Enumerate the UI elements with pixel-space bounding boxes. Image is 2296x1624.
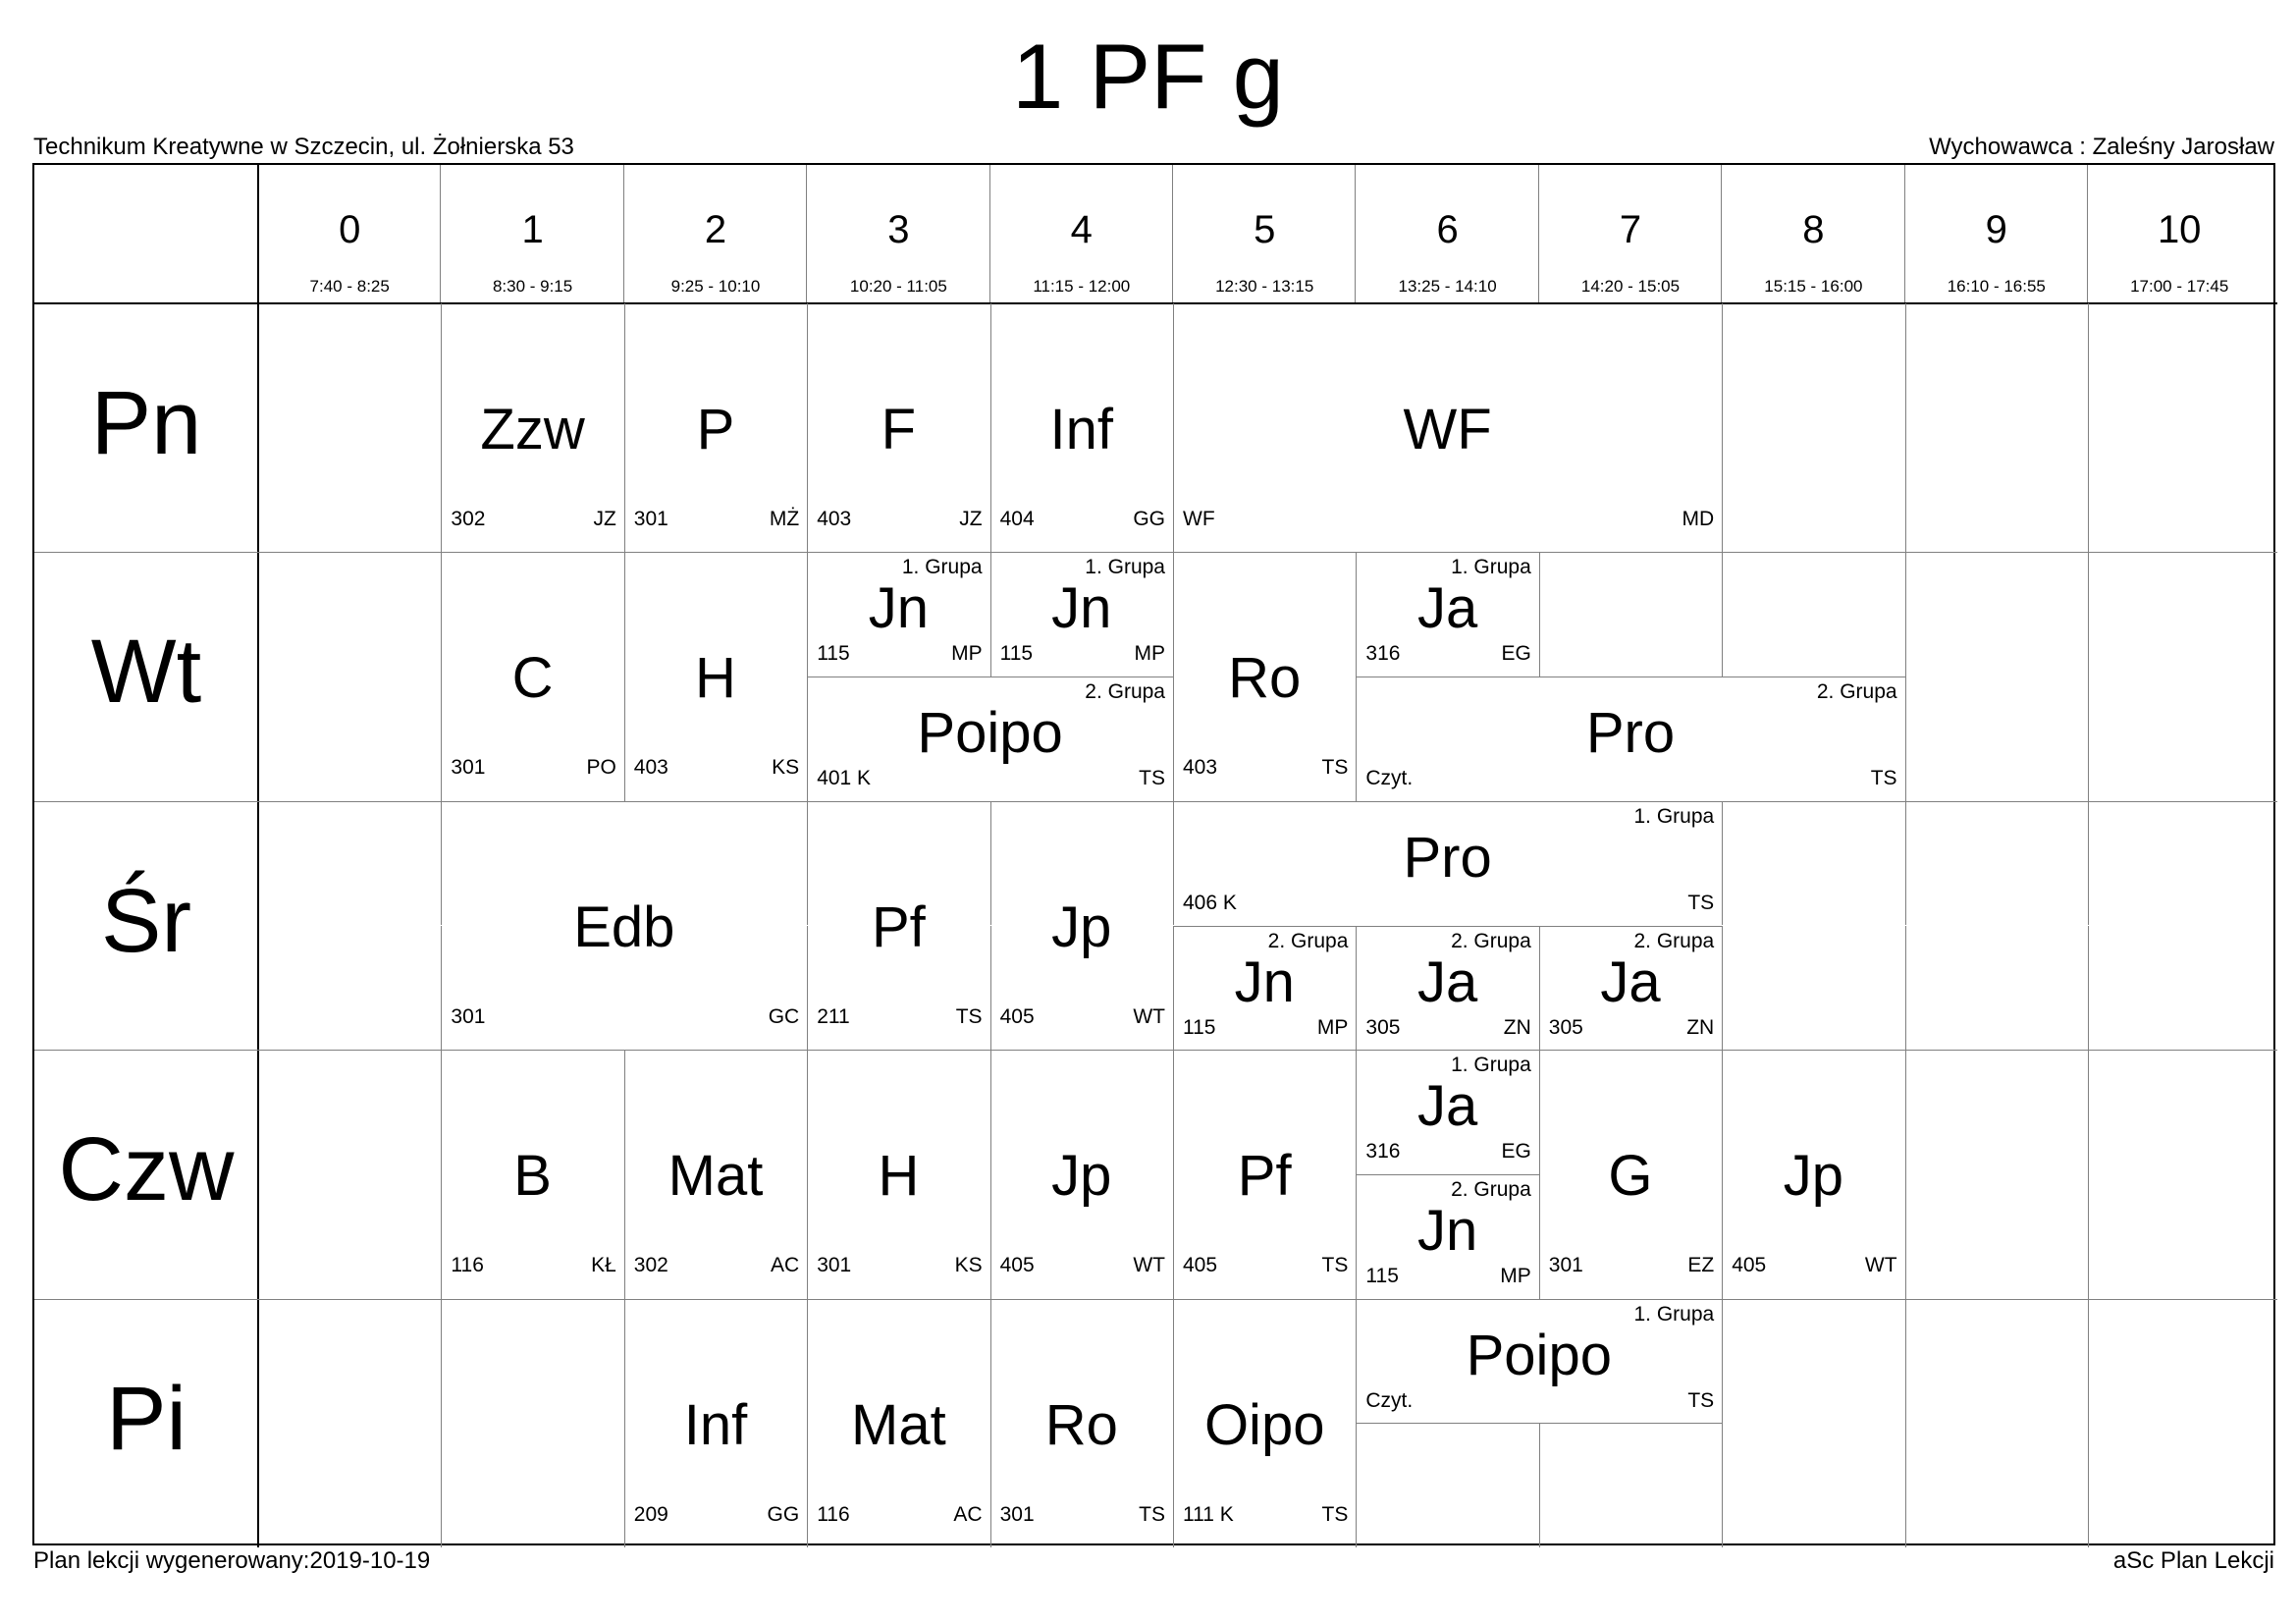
grid-line xyxy=(1905,1050,1906,1174)
teacher-code: WT xyxy=(1133,1254,1165,1277)
period-number: 9 xyxy=(1985,208,2007,251)
room-number: 116 xyxy=(451,1254,484,1277)
room-number: 301 xyxy=(817,1254,852,1277)
grid-line xyxy=(1722,552,1723,677)
lesson-cell[interactable] xyxy=(1173,303,1722,552)
period-time: 13:25 - 14:10 xyxy=(1398,277,1497,296)
grid-line xyxy=(257,165,259,1547)
subject-abbr: H xyxy=(878,1144,920,1209)
teacher-code: TS xyxy=(1321,756,1349,780)
lesson-cell[interactable] xyxy=(1722,1050,1904,1298)
subject-abbr: Ro xyxy=(1228,646,1302,711)
room-number: 305 xyxy=(1365,1015,1401,1039)
grid-line xyxy=(2087,165,2088,303)
period-time: 9:25 - 10:10 xyxy=(670,277,761,296)
period-time: 10:20 - 11:05 xyxy=(849,277,947,296)
teacher-code: WT xyxy=(1864,1254,1897,1277)
room-number: 403 xyxy=(633,756,668,780)
lesson-cell[interactable] xyxy=(807,1299,989,1547)
period-time: 8:30 - 9:15 xyxy=(492,277,573,296)
period-header xyxy=(1173,165,1356,303)
group-label: 2. Grupa xyxy=(1816,680,1897,704)
grid-line xyxy=(1905,303,1906,428)
room-number: 403 xyxy=(1183,756,1218,780)
day-label: Wt xyxy=(90,622,202,723)
subject-abbr: Zzw xyxy=(480,398,585,461)
grid-line xyxy=(1722,1299,1723,1424)
teacher-code: MP xyxy=(1134,642,1165,666)
grid-line xyxy=(2088,926,2089,1051)
subject-abbr: Pro xyxy=(1585,701,1676,766)
grid-line xyxy=(1904,165,1905,303)
subject-abbr: Edb xyxy=(573,894,675,959)
room-number: 115 xyxy=(817,642,850,666)
grid-line xyxy=(1355,165,1356,303)
teacher-code: TS xyxy=(1139,1502,1165,1526)
teacher-code: KS xyxy=(954,1254,983,1277)
room-number: 405 xyxy=(999,1254,1035,1277)
room-number: 316 xyxy=(1365,1140,1401,1164)
room-number: 404 xyxy=(999,508,1035,530)
lesson-cell[interactable] xyxy=(1356,677,1904,801)
room-number: Czyt. xyxy=(1365,1388,1414,1412)
teacher-code: KŁ xyxy=(591,1254,616,1277)
teacher-code: AC xyxy=(953,1502,983,1526)
lesson-cell[interactable] xyxy=(441,1050,623,1298)
grid-line xyxy=(2088,303,2089,428)
day-label: Śr xyxy=(101,870,191,971)
room-number: 401 K xyxy=(817,767,872,790)
grid-line xyxy=(1539,1423,1540,1547)
period-header xyxy=(1539,165,1722,303)
lesson-cell[interactable] xyxy=(990,1299,1173,1547)
grid-line xyxy=(2088,1050,2089,1174)
period-number: 5 xyxy=(1254,208,1276,251)
subject-abbr: Ja xyxy=(1416,576,1478,641)
lesson-cell[interactable] xyxy=(1539,1050,1722,1298)
teacher-code: EG xyxy=(1501,642,1531,666)
period-time: 12:30 - 13:15 xyxy=(1215,277,1314,296)
lesson-cell[interactable] xyxy=(624,1299,807,1547)
period-header xyxy=(1356,165,1538,303)
grid-line xyxy=(1722,428,1723,553)
room-number: 301 xyxy=(1548,1254,1583,1277)
room-number: 115 xyxy=(1365,1264,1399,1287)
grid-line xyxy=(1356,926,1538,927)
period-header xyxy=(258,165,441,303)
teacher-code: TS xyxy=(1321,1254,1349,1277)
grid-line xyxy=(806,165,807,303)
teacher-code: JZ xyxy=(959,508,983,530)
teacher-code: EG xyxy=(1501,1140,1531,1164)
teacher-code: KS xyxy=(772,756,800,780)
grid-line xyxy=(440,165,441,303)
teacher-code: MP xyxy=(951,642,983,666)
grid-line xyxy=(1539,926,1722,927)
lesson-cell[interactable] xyxy=(807,801,989,1050)
lesson-cell[interactable] xyxy=(1173,552,1356,800)
teacher-code: GG xyxy=(767,1502,800,1526)
period-number: 0 xyxy=(339,208,361,251)
timetable-grid xyxy=(32,163,2275,1545)
subject-abbr: G xyxy=(1608,1144,1653,1209)
room-number: 301 xyxy=(999,1502,1035,1526)
grid-line xyxy=(1722,1423,1723,1547)
period-time: 7:40 - 8:25 xyxy=(309,277,390,296)
lesson-cell[interactable] xyxy=(807,677,1173,801)
grid-line xyxy=(1356,1423,1357,1547)
room-number: 405 xyxy=(999,1004,1035,1028)
grid-line xyxy=(1722,926,1723,1051)
room-number: 302 xyxy=(451,508,486,530)
teacher-code: ZN xyxy=(1503,1015,1531,1039)
day-label: Pi xyxy=(106,1368,187,1469)
group-label: 1. Grupa xyxy=(1633,1302,1715,1326)
lesson-cell[interactable] xyxy=(807,1050,989,1298)
room-number: 111 K xyxy=(1183,1502,1234,1526)
lesson-cell[interactable] xyxy=(624,1050,807,1298)
teacher-code: MŻ xyxy=(769,508,800,530)
period-number: 1 xyxy=(521,208,544,251)
lesson-cell[interactable] xyxy=(624,552,807,800)
lesson-cell[interactable] xyxy=(1356,1174,1538,1299)
group-label: 1. Grupa xyxy=(901,556,983,579)
subject-abbr: H xyxy=(695,646,736,711)
grid-line xyxy=(1905,1423,1906,1547)
lesson-cell[interactable] xyxy=(624,303,807,552)
subject-abbr: Oipo xyxy=(1203,1392,1325,1457)
lesson-cell[interactable] xyxy=(1173,801,1722,926)
group-label: 2. Grupa xyxy=(1085,680,1165,704)
period-number: 3 xyxy=(887,208,910,251)
room-number: 301 xyxy=(633,508,668,530)
teacher-code: JZ xyxy=(593,508,616,530)
teacher-code: TS xyxy=(1870,767,1897,790)
grid-line xyxy=(1905,428,1906,553)
grid-line xyxy=(1356,1174,1538,1175)
period-header xyxy=(441,165,623,303)
room-number: 405 xyxy=(1732,1254,1767,1277)
teacher-code: GG xyxy=(1133,508,1165,530)
teacher-code: MP xyxy=(1500,1264,1531,1287)
room-number: 301 xyxy=(451,1004,486,1028)
class-teacher: Wychowawca : Zaleśny Jarosław xyxy=(1929,134,2274,160)
room-number: 115 xyxy=(999,642,1034,666)
subject-abbr: Ja xyxy=(1600,949,1661,1014)
teacher-code: WT xyxy=(1133,1004,1165,1028)
subject-abbr: Jp xyxy=(1051,1144,1112,1209)
lesson-cell[interactable] xyxy=(807,303,989,552)
grid-line xyxy=(441,1423,442,1547)
room-number: 209 xyxy=(633,1502,668,1526)
grid-line xyxy=(1905,1299,1906,1424)
period-number: 6 xyxy=(1436,208,1459,251)
subject-abbr: WF xyxy=(1403,398,1492,461)
period-header xyxy=(624,165,807,303)
group-label: 1. Grupa xyxy=(1633,804,1715,828)
subject-abbr: B xyxy=(513,1144,552,1209)
subject-abbr: Jn xyxy=(868,576,930,641)
room-number: 305 xyxy=(1548,1015,1583,1039)
period-header xyxy=(807,165,989,303)
room-number: 406 K xyxy=(1183,891,1237,914)
grid-line xyxy=(1722,801,1723,926)
school-name: Technikum Kreatywne w Szczecin, ul. Żołnierska 53 xyxy=(33,134,574,160)
period-number: 8 xyxy=(1802,208,1825,251)
lesson-cell[interactable] xyxy=(441,552,623,800)
lesson-cell[interactable] xyxy=(1173,926,1356,1051)
grid-line xyxy=(2088,677,2089,801)
period-number: 4 xyxy=(1070,208,1093,251)
grid-line xyxy=(1905,801,1906,926)
grid-line xyxy=(1356,1423,1722,1424)
subject-abbr: C xyxy=(511,646,554,711)
group-label: 1. Grupa xyxy=(1451,556,1531,579)
subject-abbr: Pf xyxy=(871,894,926,959)
teacher-code: EZ xyxy=(1687,1254,1715,1277)
lesson-cell[interactable] xyxy=(1173,1050,1356,1298)
lesson-cell[interactable] xyxy=(990,303,1173,552)
teacher-code: TS xyxy=(1687,891,1715,914)
grid-line xyxy=(1173,926,1356,927)
grid-line xyxy=(1905,677,1906,801)
period-number: 10 xyxy=(2157,208,2202,251)
software-credit: aSc Plan Lekcji xyxy=(2112,1547,2274,1574)
period-header xyxy=(1722,165,1904,303)
grid-line xyxy=(1721,165,1722,303)
room-number: 301 xyxy=(451,756,486,780)
grid-line xyxy=(1905,1174,1906,1299)
day-label: Czw xyxy=(58,1119,235,1220)
room-number: 316 xyxy=(1365,642,1401,666)
lesson-cell[interactable] xyxy=(990,801,1173,1050)
lesson-cell[interactable] xyxy=(1539,926,1722,1051)
timetable-title: 1 PF g xyxy=(1012,25,1284,128)
room-number: 302 xyxy=(633,1254,668,1277)
grid-line xyxy=(2088,801,2089,926)
period-time: 16:10 - 16:55 xyxy=(1947,277,2046,296)
subject-abbr: P xyxy=(696,398,735,461)
generated-date: Plan lekcji wygenerowany:2019-10-19 xyxy=(33,1547,431,1574)
lesson-cell[interactable] xyxy=(990,1050,1173,1298)
teacher-code: GC xyxy=(768,1004,800,1028)
grid-line xyxy=(2088,1423,2089,1547)
subject-abbr: Pf xyxy=(1237,1144,1292,1209)
group-label: 2. Grupa xyxy=(1633,929,1715,952)
group-label: 2. Grupa xyxy=(1451,1177,1531,1201)
period-header xyxy=(2088,165,2270,303)
day-label: Pn xyxy=(90,373,202,473)
period-time: 14:20 - 15:05 xyxy=(1580,277,1681,296)
grid-line xyxy=(1539,552,1540,677)
subject-abbr: Jn xyxy=(1051,576,1112,641)
period-number: 7 xyxy=(1619,208,1642,251)
subject-abbr: Poipo xyxy=(917,701,1063,766)
teacher-code: AC xyxy=(771,1254,800,1277)
period-time: 11:15 - 12:00 xyxy=(1033,277,1131,296)
lesson-cell[interactable] xyxy=(1356,552,1538,677)
lesson-cell[interactable] xyxy=(441,303,623,552)
teacher-code: MP xyxy=(1316,1015,1349,1039)
grid-line xyxy=(2088,1299,2089,1424)
subject-abbr: Poipo xyxy=(1466,1323,1612,1387)
teacher-code: TS xyxy=(1139,767,1165,790)
subject-abbr: Jn xyxy=(1234,949,1295,1014)
group-label: 2. Grupa xyxy=(1267,929,1349,952)
period-header xyxy=(1905,165,2088,303)
period-number: 2 xyxy=(704,208,727,251)
subject-abbr: Inf xyxy=(683,1392,748,1457)
subject-abbr: Jp xyxy=(1783,1144,1844,1209)
group-label: 1. Grupa xyxy=(1085,556,1165,579)
grid-line xyxy=(2088,552,2089,677)
room-number: 115 xyxy=(1183,1015,1216,1039)
room-number: Czyt. xyxy=(1365,767,1414,790)
group-label: 2. Grupa xyxy=(1451,929,1531,952)
grid-line xyxy=(2088,428,2089,553)
lesson-cell[interactable] xyxy=(807,552,989,677)
lesson-cell[interactable] xyxy=(1356,926,1538,1051)
room-number: 211 xyxy=(817,1004,850,1028)
room-number: 405 xyxy=(1183,1254,1218,1277)
teacher-code: TS xyxy=(955,1004,983,1028)
subject-abbr: Ja xyxy=(1416,949,1478,1014)
grid-line xyxy=(1905,552,1906,677)
grid-line xyxy=(1538,165,1539,303)
grid-line xyxy=(2088,1174,2089,1299)
teacher-code: TS xyxy=(1687,1388,1715,1412)
teacher-code: PO xyxy=(586,756,616,780)
subject-abbr: Mat xyxy=(667,1144,764,1209)
subject-abbr: Pro xyxy=(1403,825,1492,890)
subject-abbr: F xyxy=(881,398,917,461)
lesson-cell[interactable] xyxy=(1356,1050,1538,1174)
room-number: 116 xyxy=(817,1502,850,1526)
grid-line xyxy=(1722,303,1723,428)
subject-abbr: Ro xyxy=(1044,1392,1118,1457)
grid-line xyxy=(1905,926,1906,1051)
subject-abbr: Jn xyxy=(1416,1198,1478,1263)
room-number: WF xyxy=(1183,508,1215,530)
subject-abbr: Inf xyxy=(1049,398,1114,461)
lesson-cell[interactable] xyxy=(990,552,1173,677)
subject-abbr: Jp xyxy=(1051,894,1112,959)
lesson-cell[interactable] xyxy=(441,801,807,1050)
lesson-cell[interactable] xyxy=(1173,1299,1356,1547)
period-time: 17:00 - 17:45 xyxy=(2130,277,2229,296)
grid-line xyxy=(623,165,624,303)
group-label: 1. Grupa xyxy=(1451,1054,1531,1077)
subject-abbr: Ja xyxy=(1416,1074,1478,1139)
teacher-code: ZN xyxy=(1686,1015,1715,1039)
room-number: 403 xyxy=(817,508,852,530)
grid-line xyxy=(989,165,990,303)
period-time: 15:15 - 16:00 xyxy=(1764,277,1863,296)
subject-abbr: Mat xyxy=(851,1392,946,1457)
grid-line xyxy=(1172,165,1173,303)
teacher-code: TS xyxy=(1321,1502,1349,1526)
lesson-cell[interactable] xyxy=(1356,1299,1722,1424)
teacher-code: MD xyxy=(1682,508,1715,530)
period-header xyxy=(990,165,1173,303)
grid-line xyxy=(441,1299,442,1424)
